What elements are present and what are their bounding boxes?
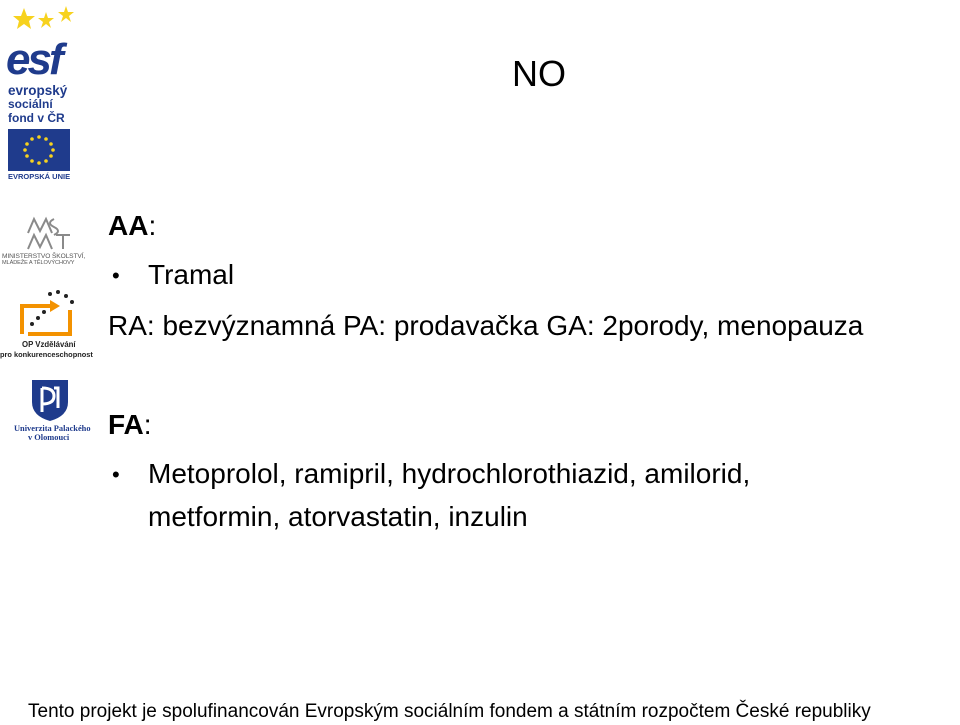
upol-line-2: v Olomouci: [28, 433, 70, 442]
aa-item-1: Tramal: [148, 259, 235, 290]
slide-title: NO: [512, 53, 566, 94]
upol-line-1: Univerzita Palackého: [14, 424, 91, 433]
esf-line-3: fond v ČR: [8, 111, 65, 125]
esf-logo: [6, 4, 92, 180]
footer-funding-note: Tento projekt je spolufinancován Evropským sociálním fondem a státním rozpočtem České republiky: [28, 701, 871, 722]
aa-colon: :: [148, 210, 157, 241]
op-line-2: pro konkurenceschopnost: [0, 350, 93, 359]
msmt-line-1: MINISTERSTVO ŠKOLSTVÍ,: [2, 253, 86, 260]
op-line-1: OP Vzdělávání: [22, 340, 76, 349]
aa-label: AA: [108, 210, 149, 241]
bullet-icon: •: [112, 462, 120, 487]
fa-colon: :: [143, 409, 152, 440]
eu-label: EVROPSKÁ UNIE: [8, 172, 71, 181]
op-vzdelavani-logo: [0, 288, 92, 360]
esf-line-2: sociální: [8, 97, 53, 111]
fa-item-line-1: Metoprolol, ramipril, hydrochlorothiazid, amilorid,: [148, 458, 751, 489]
ra-pa-ga-line: RA: bezvýznamná PA: prodavačka GA: 2porody, menopauza: [108, 310, 864, 341]
fa-heading: [108, 409, 152, 441]
fa-label: FA: [108, 409, 144, 440]
msmt-monogram-icon: [26, 215, 72, 251]
upol-shield-icon: [28, 378, 72, 422]
esf-wordmark: esf: [6, 35, 61, 84]
upol-logo: [10, 378, 90, 442]
msmt-logo: [2, 215, 94, 267]
fa-item-line-2: metformin, atorvastatin, inzulin: [148, 501, 528, 532]
bullet-icon: •: [112, 263, 120, 288]
msmt-line-2: MLÁDEŽE A TĚLOVÝCHOVY: [2, 260, 75, 266]
aa-heading: [108, 210, 156, 242]
op-arrow-icon: [14, 288, 84, 338]
eu-flag-icon: [8, 129, 70, 171]
esf-line-1: evropský: [8, 83, 68, 98]
